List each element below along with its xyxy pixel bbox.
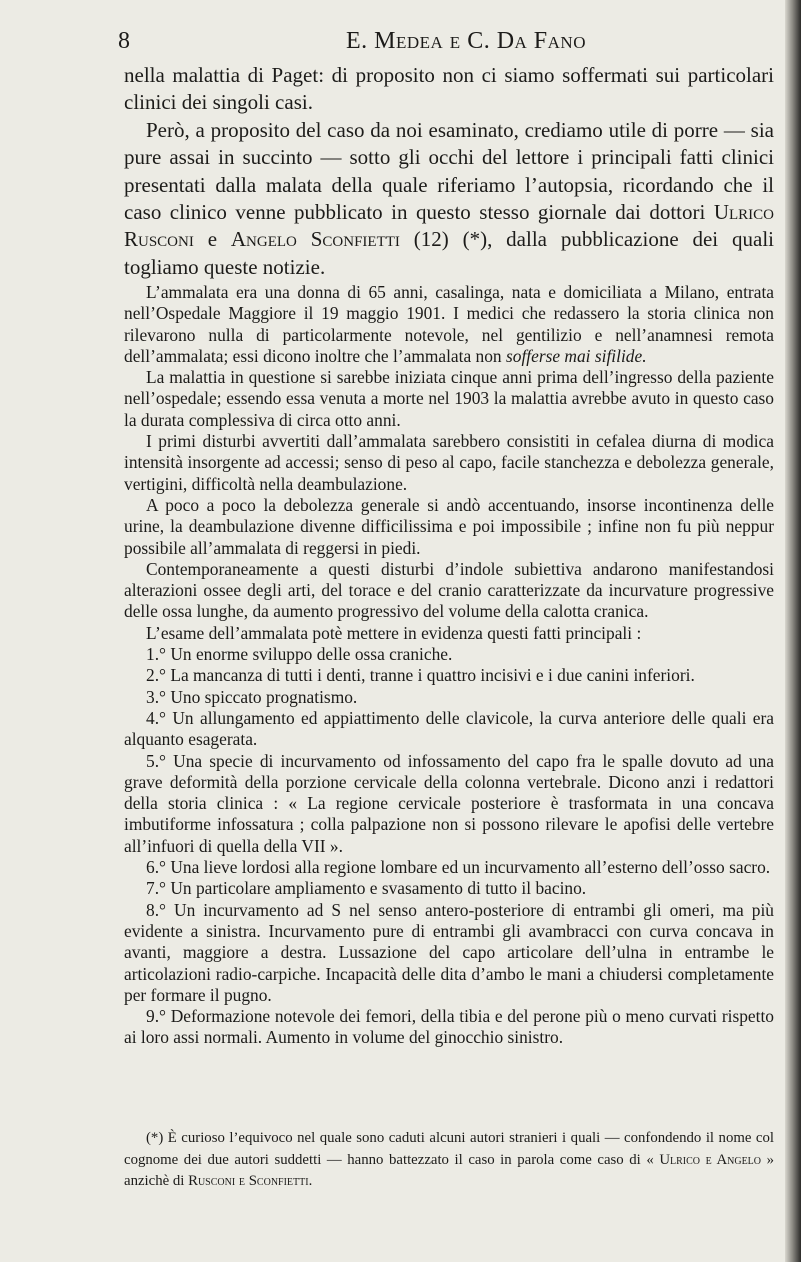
- case-paragraph-4: A poco a poco la debolezza generale si andò accentuando, insorse incontinenza delle urine, la deambulazione divenne difficilissima e poi impossibile ; infine non fu più neppur possibile all’ammalata di reggersi in piedi.: [124, 494, 774, 558]
- footnote-end: .: [308, 1173, 313, 1189]
- intro-paragraph-1: nella malattia di Paget: di proposito non ci siamo soffermati sui particolari clinici dei singoli casi.: [124, 63, 774, 115]
- case-paragraph-1: [124, 282, 774, 367]
- author-name-sconfietti: Angelo Sconfietti: [230, 227, 400, 252]
- author-name-rusconi: Ulrico Rusconi: [124, 200, 774, 252]
- finding-item-5: 5.° Una specie di incurvamento od infossamento del capo fra le spalle dovuto ad una grave deformità della porzione cervicale della colonna vertebrale. Dicono anzi i redattori della storia clinica : « La regione cervicale posteriore è trasformata in una concava imbutiforme infossatura ; colla palpazione non si possono rilevare le apofisi delle vertebre all’infuori di quella della VII ».: [124, 750, 774, 856]
- case-paragraph-6: L’esame dell’ammalata potè mettere in evidenza questi fatti principali :: [146, 622, 642, 643]
- case-p1-start: L’ammalata era una donna di 65 anni, casalinga, nata e domiciliata a Milano, entrata nell’Ospedale Maggiore il 19 maggio 1901. I medici che redassero la storia clinica non rilevarono nulla di particolarmente notevole, nel gentilizio e nell’anamnesi remota dell’ammalata; essi dicono inoltre che l’ammalata non: [124, 282, 774, 366]
- intro-text: [124, 62, 774, 281]
- page-number: 8: [118, 28, 130, 54]
- intro-conjunction: e: [193, 227, 231, 252]
- footnote: [124, 1128, 774, 1193]
- intro-p2-end: (12) (*), dalla pubblicazione dei quali togliamo queste notizie.: [124, 227, 774, 279]
- running-head: E. Medea e C. Da Fano: [345, 28, 586, 54]
- case-paragraph-3: I primi disturbi avvertiti dall’ammalata sarebbero consistiti in cefalea diurna di modica intensità insorgente ad accessi; senso di peso al capo, facile stanchezza e debolezza generale, vertigini, difficoltà nella deambulazione.: [124, 431, 774, 494]
- case-p1-italic: sofferse mai sifilide.: [505, 345, 647, 366]
- case-paragraph-5: Contemporaneamente a questi disturbi d’indole subiettiva andarono manifestandosi alterazioni ossee degli arti, del torace e del cranio caratterizzate da incurvature progressive delle ossa lunghe, da aumento progressivo del volume della calotta cranica.: [124, 558, 774, 622]
- case-paragraph-2: La malattia in questione si sarebbe iniziata cinque anni prima dell’ingresso della paziente nell’ospedale; essendo essa venuta a morte nel 1903 la malattia avrebbe avuto in questo caso la durata complessiva di circa otto anni.: [124, 367, 774, 430]
- finding-item-4: 4.° Un allungamento ed appiattimento delle clavicole, la curva anteriore delle quali era alquanto esagerata.: [124, 707, 774, 750]
- intro-p2-start: Però, a proposito del caso da noi esaminato, crediamo utile di porre — sia pure assai in succinto — sotto gli occhi del lettore i principali fatti clinici presentati dalla malata della quale riferiamo l’autopsia, ricordando che il caso clinico venne pubblicato in questo stesso giornale dai dottori: [124, 117, 774, 225]
- finding-item-7: 7.° Un particolare ampliamento e svasamento di tutto il bacino.: [146, 878, 587, 899]
- footnote-surnames: Rusconi e Sconfietti: [188, 1173, 309, 1189]
- finding-item-2: 2.° La mancanza di tutti i denti, tranne i quattro incisivi e i due canini inferiori.: [146, 665, 695, 686]
- finding-item-3: 3.° Uno spiccato prognatismo.: [146, 686, 358, 707]
- page-edge-shadow: [785, 0, 801, 1262]
- case-report: [124, 282, 774, 1049]
- finding-item-9: 9.° Deformazione notevole dei femori, della tibia e del perone più o meno curvati rispetto ai loro assi normali. Aumento in volume del ginocchio sinistro.: [124, 1006, 774, 1048]
- finding-item-1: 1.° Un enorme sviluppo delle ossa craniche.: [146, 644, 453, 665]
- finding-item-8: 8.° Un incurvamento ad S nel senso antero-posteriore di entrambi gli omeri, ma più evidente a sinistra. Incurvamento pure di entrambi gli avambracci con curva concava in avanti, maggiore a destra. Lussazione del capo articolare dell’ulna in entrambe le articolazioni radio-carpiche. Incapacità delle dita d’ambo le mani a chiudersi completamente per formare il pugno.: [124, 899, 774, 1005]
- footnote-paragraph: [124, 1128, 774, 1193]
- page-header: [118, 26, 774, 56]
- finding-item-6: 6.° Una lieve lordosi alla regione lombare ed un incurvamento all’esterno dell’osso sacro.: [146, 857, 771, 878]
- intro-paragraph-2: [124, 117, 774, 281]
- footnote-mid: » anzichè di: [124, 1151, 774, 1189]
- footnote-start: (*) È curioso l’equivoco nel quale sono caduti alcuni autori stranieri i quali — confondendo il nome col cognome dei due autori suddetti — hanno battezzato il caso in parola come caso di «: [124, 1130, 774, 1168]
- footnote-first-names: Ulrico e Angelo: [659, 1151, 762, 1168]
